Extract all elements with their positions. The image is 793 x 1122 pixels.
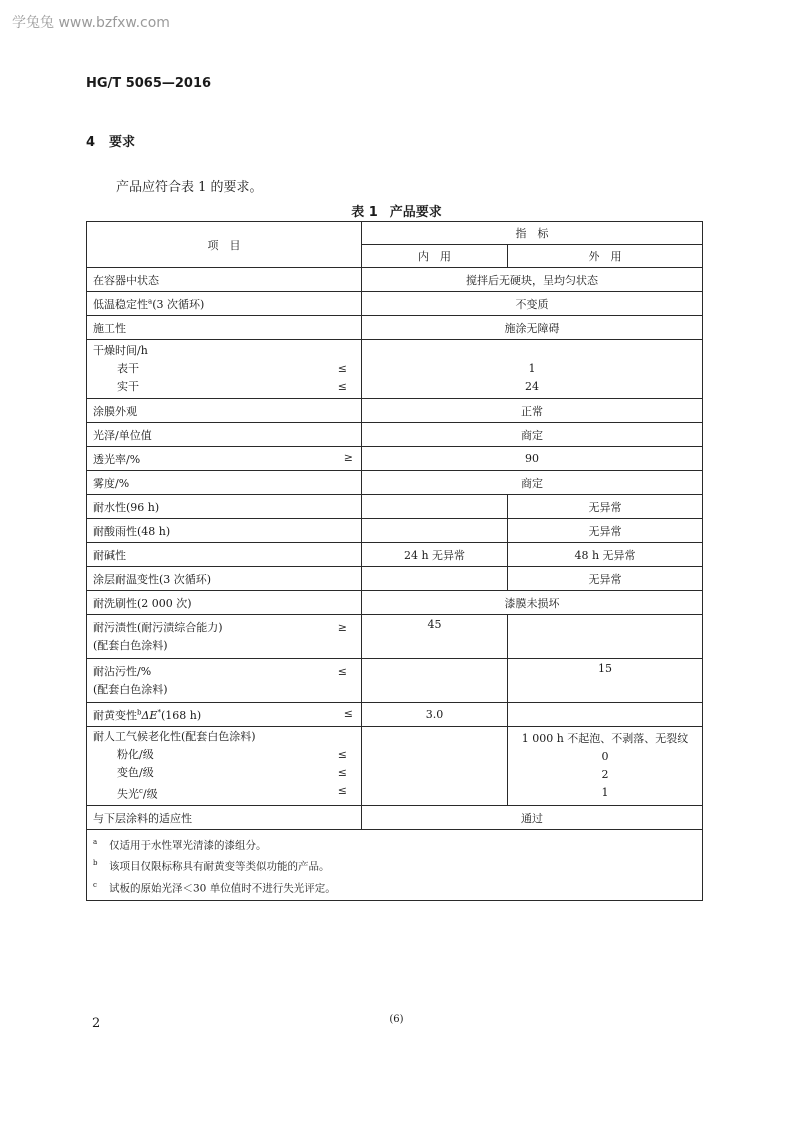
table-row bbox=[87, 316, 703, 340]
exterior-value: 无异常 bbox=[508, 495, 703, 519]
exterior-value bbox=[508, 727, 703, 806]
interior-value: 45 bbox=[362, 615, 508, 659]
page-sequence: (6) bbox=[389, 1014, 404, 1025]
comparison-symbol: ≤ bbox=[337, 766, 347, 780]
footnote bbox=[93, 833, 696, 855]
footnote-mark: c bbox=[139, 787, 143, 796]
table-row bbox=[87, 495, 703, 519]
comparison-symbol: ≤ bbox=[337, 380, 347, 393]
row-value: 漆膜未损坏 bbox=[362, 591, 703, 615]
row-label bbox=[87, 703, 362, 727]
section-heading bbox=[86, 131, 135, 150]
table-row bbox=[87, 423, 703, 447]
row-value: 不变质 bbox=[362, 292, 703, 316]
sub-item-label: 粉化/级 bbox=[117, 748, 154, 762]
row-label-text: 低温稳定性 bbox=[93, 297, 148, 311]
comparison-symbol: ≤ bbox=[337, 784, 347, 798]
row-value: 商定 bbox=[362, 471, 703, 495]
table-row bbox=[87, 591, 703, 615]
table-caption bbox=[0, 201, 793, 220]
table-row bbox=[87, 543, 703, 567]
row-label: 涂膜外观 bbox=[87, 399, 362, 423]
row-label-text: 透光率/% bbox=[93, 452, 141, 466]
table-row bbox=[87, 659, 703, 703]
header-interior: 内 用 bbox=[362, 245, 508, 268]
exterior-value: 48 h 无异常 bbox=[508, 543, 703, 567]
sub-item-value: 1 bbox=[601, 786, 609, 799]
row-label: 施工性 bbox=[87, 316, 362, 340]
row-label-text: 耐黄变性 bbox=[93, 708, 137, 722]
row-label: 在容器中状态 bbox=[87, 268, 362, 292]
sub-item-label: 失光 bbox=[117, 787, 139, 801]
standard-code: HG/T 5065—2016 bbox=[86, 76, 212, 91]
table-row bbox=[87, 615, 703, 659]
row-label: 耐水性(96 h) bbox=[87, 495, 362, 519]
exterior-value bbox=[508, 703, 703, 727]
exterior-value: 无异常 bbox=[508, 567, 703, 591]
table-title: 产品要求 bbox=[389, 205, 442, 220]
exterior-value: 无异常 bbox=[508, 519, 703, 543]
row-label-text: 耐污渍性(耐污渍综合能力) bbox=[93, 620, 223, 634]
interior-value: 3.0 bbox=[362, 703, 508, 727]
sub-item-value: 0 bbox=[601, 750, 609, 763]
footnote-mark: a bbox=[148, 296, 153, 305]
row-label-text: 干燥时间/h bbox=[93, 344, 148, 357]
table-row bbox=[87, 519, 703, 543]
row-label bbox=[87, 292, 362, 316]
comparison-symbol: ≤ bbox=[337, 362, 347, 375]
section-title: 要求 bbox=[109, 135, 136, 150]
row-label: 涂层耐温变性(3 次循环) bbox=[87, 567, 362, 591]
row-label: 耐洗刷性(2 000 次) bbox=[87, 591, 362, 615]
intro-paragraph: 产品应符合表 1 的要求。 bbox=[116, 180, 263, 195]
row-label-suffix: (3 次循环) bbox=[152, 297, 205, 311]
comparison-symbol: ≤ bbox=[337, 664, 347, 678]
table-row bbox=[87, 567, 703, 591]
footnote-mark: b bbox=[137, 707, 142, 716]
sub-item-value: 24 bbox=[525, 380, 539, 393]
table-notes bbox=[87, 830, 703, 901]
row-value: 施涂无障碍 bbox=[362, 316, 703, 340]
sub-item-label: 实干 bbox=[117, 380, 139, 393]
footnote-text: 试板的原始光泽＜30 单位值时不进行失光评定。 bbox=[109, 882, 336, 895]
interior-value bbox=[362, 567, 508, 591]
table-row bbox=[87, 447, 703, 471]
sub-item bbox=[93, 782, 355, 804]
interior-value: 24 h 无异常 bbox=[362, 543, 508, 567]
table-row bbox=[87, 727, 703, 806]
comparison-symbol: ≥ bbox=[337, 620, 347, 634]
sub-item-label-suffix: /级 bbox=[142, 787, 158, 801]
row-label-note: (配套白色涂料) bbox=[93, 682, 168, 696]
row-value: 90 bbox=[362, 447, 703, 471]
exterior-value: 15 bbox=[508, 659, 703, 703]
section-number: 4 bbox=[86, 135, 96, 150]
row-value: 正常 bbox=[362, 399, 703, 423]
interior-value bbox=[362, 659, 508, 703]
row-label-line bbox=[93, 619, 355, 637]
footnote-text: 该项目仅限标称具有耐黄变等类似功能的产品。 bbox=[109, 860, 330, 873]
star-mark: * bbox=[157, 707, 161, 716]
footnote bbox=[93, 876, 696, 898]
row-label-note: (配套白色涂料) bbox=[93, 638, 168, 652]
row-label: 耐碱性 bbox=[87, 543, 362, 567]
row-label-text: 耐沾污性/% bbox=[93, 664, 152, 678]
footnote-mark: a bbox=[93, 837, 98, 846]
footnote-mark: b bbox=[93, 859, 98, 868]
sub-item bbox=[93, 360, 355, 378]
interior-value bbox=[362, 495, 508, 519]
footnote bbox=[93, 854, 696, 876]
row-value: 搅拌后无硬块，呈均匀状态 bbox=[362, 268, 703, 292]
table-number: 表 1 bbox=[351, 205, 378, 220]
header-exterior: 外 用 bbox=[508, 245, 703, 268]
row-label: 耐酸雨性(48 h) bbox=[87, 519, 362, 543]
requirements-table bbox=[86, 221, 703, 901]
table-row bbox=[87, 703, 703, 727]
comparison-symbol: ≤ bbox=[343, 706, 353, 720]
delta-e-symbol: ΔE bbox=[141, 708, 158, 722]
row-label: 光泽/单位值 bbox=[87, 423, 362, 447]
table-row bbox=[87, 806, 703, 830]
table-row bbox=[87, 268, 703, 292]
header-item: 项 目 bbox=[87, 222, 362, 268]
row-value: 通过 bbox=[362, 806, 703, 830]
sub-item bbox=[93, 746, 355, 764]
table-row bbox=[87, 399, 703, 423]
interior-value bbox=[362, 519, 508, 543]
comparison-symbol: ≥ bbox=[343, 450, 353, 464]
row-label-line bbox=[93, 663, 355, 681]
sub-item bbox=[93, 378, 355, 396]
table-header-row bbox=[87, 222, 703, 245]
table-row bbox=[87, 292, 703, 316]
row-label: 雾度/% bbox=[87, 471, 362, 495]
footnote-mark: c bbox=[93, 880, 97, 889]
table-row bbox=[87, 340, 703, 399]
sub-item-label: 变色/级 bbox=[117, 766, 154, 780]
sub-item-label: 表干 bbox=[117, 362, 139, 375]
page-number: 2 bbox=[92, 1016, 101, 1031]
row-label-suffix: (168 h) bbox=[160, 708, 202, 722]
row-value: 商定 bbox=[362, 423, 703, 447]
table-row bbox=[87, 471, 703, 495]
row-label bbox=[87, 659, 362, 703]
comparison-symbol: ≤ bbox=[337, 748, 347, 762]
exterior-value bbox=[508, 615, 703, 659]
row-label bbox=[87, 340, 362, 399]
row-label bbox=[87, 447, 362, 471]
exterior-main-value: 1 000 h 不起泡、不剥落、无裂纹 bbox=[521, 732, 689, 745]
header-indicator: 指 标 bbox=[362, 222, 703, 245]
table-notes-row bbox=[87, 830, 703, 901]
footnote-text: 仅适用于水性罩光清漆的漆组分。 bbox=[109, 839, 267, 852]
row-value bbox=[362, 340, 703, 399]
sub-item-value: 2 bbox=[601, 768, 609, 781]
sub-item bbox=[93, 764, 355, 782]
sub-item-value: 1 bbox=[528, 362, 536, 375]
row-label bbox=[87, 727, 362, 806]
row-label bbox=[87, 615, 362, 659]
interior-value bbox=[362, 727, 508, 806]
row-label-text: 耐人工气候老化性(配套白色涂料) bbox=[93, 730, 256, 744]
row-label: 与下层涂料的适应性 bbox=[87, 806, 362, 830]
watermark: 学兔兔 www.bzfxw.com bbox=[12, 15, 170, 31]
